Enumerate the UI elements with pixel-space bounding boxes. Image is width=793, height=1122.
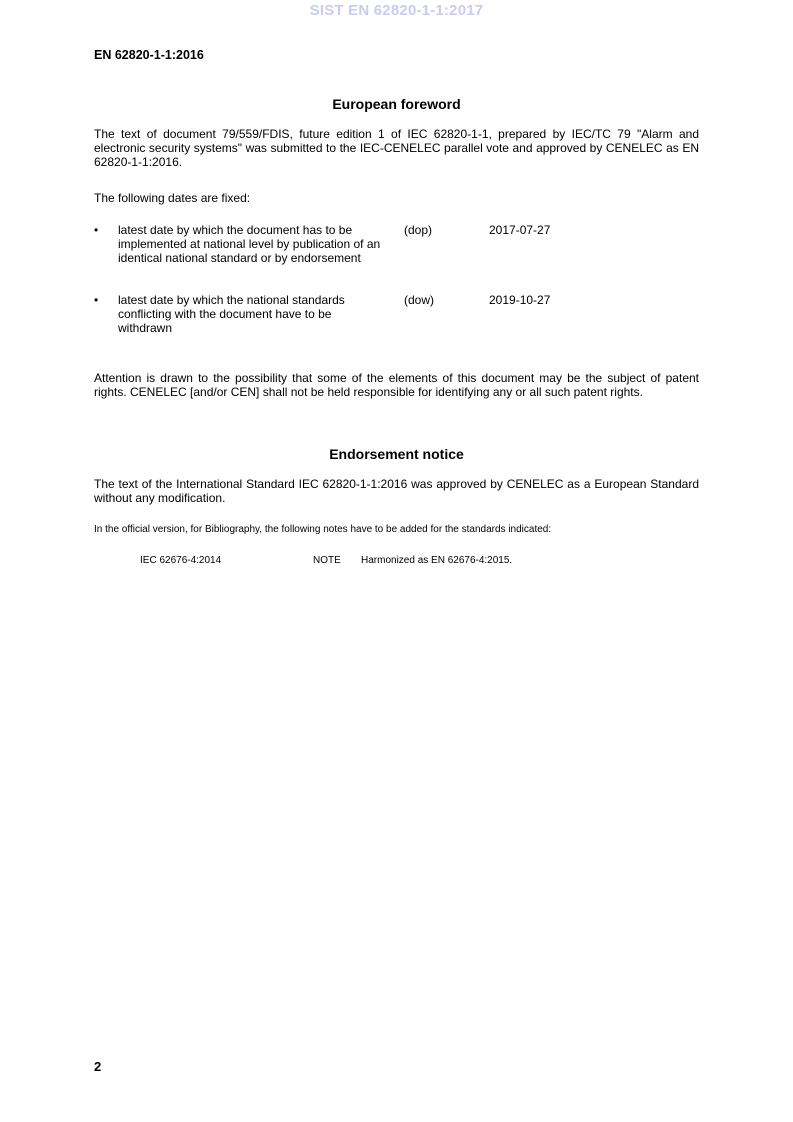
bullet-icon: • [94,293,99,307]
dates-intro: The following dates are fixed: [94,191,251,205]
date-abbreviation: (dop) [404,223,433,237]
date-description: latest date by which the national standards conflicting with the document have to be withdrawn [118,293,345,335]
note-text: Harmonized as EN 62676-4:2015. [361,555,513,566]
endorsement-text: The text of the International Standard IEC 62820-1-1:2016 was approved by CENELEC as a European Standard without any modification. [94,477,699,505]
document-id: EN 62820-1-1:2016 [94,48,204,62]
watermark: SIST EN 62820-1-1:2017 [309,2,484,19]
foreword-title: European foreword [332,96,461,112]
bullet-icon: • [94,223,99,237]
foreword-intro: The text of document 79/559/FDIS, future edition 1 of IEC 62820-1-1, prepared by IEC/TC 79 "Alarm and electronic security systems" was submitted to the IEC-CENELEC parallel vote and approved by CENELEC as EN 62820-1-1:2016. [94,127,699,169]
date-description: latest date by which the document has to be implemented at national level by publication of an identical national standard or by endorsement [118,223,381,265]
note-standard: IEC 62676-4:2014 [140,555,222,566]
note-label: NOTE [313,555,341,566]
endorsement-title: Endorsement notice [329,446,464,462]
date-value: 2019-10-27 [489,293,551,307]
date-abbreviation: (dow) [404,293,435,307]
bibliography-intro: In the official version, for Bibliography, the following notes have to be added for the standards indicated: [94,524,552,535]
date-value: 2017-07-27 [489,223,551,237]
page-number: 2 [94,1059,102,1074]
patent-notice: Attention is drawn to the possibility that some of the elements of this document may be the subject of patent rights. CENELEC [and/or CEN] shall not be held responsible for identifying any or all such patent rights. [94,371,699,399]
